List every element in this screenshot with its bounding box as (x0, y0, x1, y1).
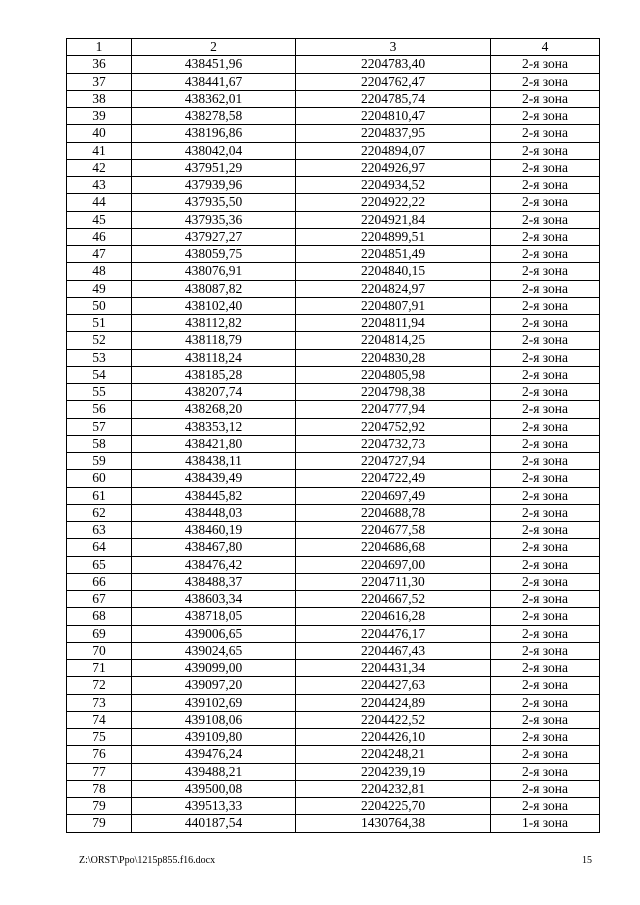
x-coordinate-cell: 438087,82 (132, 280, 296, 297)
zone-cell: 2-я зона (491, 246, 600, 263)
point-number-cell: 40 (67, 125, 132, 142)
table-row (67, 297, 600, 314)
y-coordinate-cell: 2204239,19 (296, 763, 491, 780)
zone-cell: 2-я зона (491, 711, 600, 728)
zone-cell: 2-я зона (491, 660, 600, 677)
zone-cell: 2-я зона (491, 384, 600, 401)
x-coordinate-cell: 438445,82 (132, 487, 296, 504)
y-coordinate-cell: 2204424,89 (296, 694, 491, 711)
point-number-cell: 42 (67, 159, 132, 176)
zone-cell: 2-я зона (491, 401, 600, 418)
zone-cell: 2-я зона (491, 90, 600, 107)
x-coordinate-cell: 438118,79 (132, 332, 296, 349)
x-coordinate-cell: 439476,24 (132, 746, 296, 763)
y-coordinate-cell: 2204814,25 (296, 332, 491, 349)
y-coordinate-cell: 2204837,95 (296, 125, 491, 142)
table-row (67, 125, 600, 142)
x-coordinate-cell: 438460,19 (132, 522, 296, 539)
table-row (67, 798, 600, 815)
table-row (67, 194, 600, 211)
table-header (67, 39, 600, 56)
zone-cell: 2-я зона (491, 73, 600, 90)
point-number-cell: 67 (67, 591, 132, 608)
table-row (67, 332, 600, 349)
y-coordinate-cell: 2204426,10 (296, 729, 491, 746)
table-row (67, 608, 600, 625)
zone-cell: 2-я зона (491, 228, 600, 245)
x-coordinate-cell: 437935,50 (132, 194, 296, 211)
point-number-cell: 43 (67, 177, 132, 194)
table-row (67, 263, 600, 280)
table-row (67, 522, 600, 539)
zone-cell: 2-я зона (491, 642, 600, 659)
x-coordinate-cell: 439500,08 (132, 780, 296, 797)
table-row (67, 108, 600, 125)
table-row (67, 677, 600, 694)
table-row (67, 573, 600, 590)
table-row (67, 90, 600, 107)
point-number-cell: 47 (67, 246, 132, 263)
point-number-cell: 59 (67, 453, 132, 470)
y-coordinate-cell: 2204248,21 (296, 746, 491, 763)
x-coordinate-cell: 439097,20 (132, 677, 296, 694)
zone-cell: 2-я зона (491, 56, 600, 73)
table-row (67, 401, 600, 418)
y-coordinate-cell: 2204667,52 (296, 591, 491, 608)
y-coordinate-cell: 2204899,51 (296, 228, 491, 245)
y-coordinate-cell: 2204697,00 (296, 556, 491, 573)
y-coordinate-cell: 2204752,92 (296, 418, 491, 435)
x-coordinate-cell: 438076,91 (132, 263, 296, 280)
point-number-cell: 49 (67, 280, 132, 297)
y-coordinate-cell: 2204762,47 (296, 73, 491, 90)
zone-cell: 2-я зона (491, 125, 600, 142)
zone-cell: 2-я зона (491, 487, 600, 504)
point-number-cell: 37 (67, 73, 132, 90)
table-row (67, 470, 600, 487)
y-coordinate-cell: 2204840,15 (296, 263, 491, 280)
table-row (67, 556, 600, 573)
x-coordinate-cell: 439108,06 (132, 711, 296, 728)
y-coordinate-cell: 2204807,91 (296, 297, 491, 314)
x-coordinate-cell: 438467,80 (132, 539, 296, 556)
y-coordinate-cell: 2204922,22 (296, 194, 491, 211)
x-coordinate-cell: 438603,34 (132, 591, 296, 608)
point-number-cell: 56 (67, 401, 132, 418)
point-number-cell: 72 (67, 677, 132, 694)
table-row (67, 694, 600, 711)
point-number-cell: 36 (67, 56, 132, 73)
point-number-cell: 78 (67, 780, 132, 797)
header-row (67, 39, 600, 56)
point-number-cell: 54 (67, 366, 132, 383)
zone-cell: 2-я зона (491, 418, 600, 435)
table-row (67, 591, 600, 608)
table-row (67, 453, 600, 470)
table-row (67, 660, 600, 677)
point-number-cell: 69 (67, 625, 132, 642)
x-coordinate-cell: 438441,67 (132, 73, 296, 90)
point-number-cell: 58 (67, 435, 132, 452)
y-coordinate-cell: 2204824,97 (296, 280, 491, 297)
point-number-cell: 48 (67, 263, 132, 280)
x-coordinate-cell: 439102,69 (132, 694, 296, 711)
table-row (67, 625, 600, 642)
point-number-cell: 76 (67, 746, 132, 763)
zone-cell: 2-я зона (491, 470, 600, 487)
table-row (67, 228, 600, 245)
y-coordinate-cell: 2204225,70 (296, 798, 491, 815)
y-coordinate-cell: 2204798,38 (296, 384, 491, 401)
x-coordinate-cell: 439109,80 (132, 729, 296, 746)
x-coordinate-cell: 438102,40 (132, 297, 296, 314)
point-number-cell: 44 (67, 194, 132, 211)
zone-cell: 2-я зона (491, 591, 600, 608)
point-number-cell: 71 (67, 660, 132, 677)
x-coordinate-cell: 438268,20 (132, 401, 296, 418)
x-coordinate-cell: 438448,03 (132, 504, 296, 521)
y-coordinate-cell: 2204830,28 (296, 349, 491, 366)
x-coordinate-cell: 438718,05 (132, 608, 296, 625)
table-row (67, 487, 600, 504)
footer-file-path: Z:\ORST\Ppo\1215p855.f16.docx (79, 855, 216, 866)
y-coordinate-cell: 2204711,30 (296, 573, 491, 590)
zone-cell: 2-я зона (491, 453, 600, 470)
table-row (67, 539, 600, 556)
y-coordinate-cell: 2204811,94 (296, 315, 491, 332)
zone-cell: 2-я зона (491, 677, 600, 694)
table-row (67, 211, 600, 228)
y-coordinate-cell: 2204851,49 (296, 246, 491, 263)
table-row (67, 56, 600, 73)
page-number: 15 (582, 855, 592, 866)
point-number-cell: 51 (67, 315, 132, 332)
y-coordinate-cell: 2204476,17 (296, 625, 491, 642)
zone-cell: 2-я зона (491, 194, 600, 211)
point-number-cell: 57 (67, 418, 132, 435)
zone-cell: 2-я зона (491, 349, 600, 366)
zone-cell: 2-я зона (491, 297, 600, 314)
zone-cell: 2-я зона (491, 573, 600, 590)
point-number-cell: 66 (67, 573, 132, 590)
x-coordinate-cell: 439006,65 (132, 625, 296, 642)
y-coordinate-cell: 2204677,58 (296, 522, 491, 539)
coordinates-table (66, 38, 600, 833)
table-row (67, 504, 600, 521)
zone-cell: 1-я зона (491, 815, 600, 832)
zone-cell: 2-я зона (491, 625, 600, 642)
x-coordinate-cell: 440187,54 (132, 815, 296, 832)
zone-cell: 2-я зона (491, 108, 600, 125)
x-coordinate-cell: 438207,74 (132, 384, 296, 401)
table-row (67, 746, 600, 763)
zone-cell: 2-я зона (491, 729, 600, 746)
y-coordinate-cell: 2204934,52 (296, 177, 491, 194)
x-coordinate-cell: 438059,75 (132, 246, 296, 263)
x-coordinate-cell: 438421,80 (132, 435, 296, 452)
table-row (67, 73, 600, 90)
point-number-cell: 46 (67, 228, 132, 245)
point-number-cell: 41 (67, 142, 132, 159)
y-coordinate-cell: 2204616,28 (296, 608, 491, 625)
x-coordinate-cell: 438042,04 (132, 142, 296, 159)
point-number-cell: 53 (67, 349, 132, 366)
table-row (67, 159, 600, 176)
zone-cell: 2-я зона (491, 263, 600, 280)
point-number-cell: 60 (67, 470, 132, 487)
point-number-cell: 52 (67, 332, 132, 349)
x-coordinate-cell: 438185,28 (132, 366, 296, 383)
zone-cell: 2-я зона (491, 763, 600, 780)
x-coordinate-cell: 438438,11 (132, 453, 296, 470)
x-coordinate-cell: 438112,82 (132, 315, 296, 332)
point-number-cell: 73 (67, 694, 132, 711)
y-coordinate-cell: 2204422,52 (296, 711, 491, 728)
zone-cell: 2-я зона (491, 366, 600, 383)
table-row (67, 366, 600, 383)
x-coordinate-cell: 438488,37 (132, 573, 296, 590)
table-row (67, 142, 600, 159)
zone-cell: 2-я зона (491, 159, 600, 176)
x-coordinate-cell: 437951,29 (132, 159, 296, 176)
point-number-cell: 45 (67, 211, 132, 228)
y-coordinate-cell: 2204467,43 (296, 642, 491, 659)
y-coordinate-cell: 2204783,40 (296, 56, 491, 73)
y-coordinate-cell: 2204810,47 (296, 108, 491, 125)
y-coordinate-cell: 2204431,34 (296, 660, 491, 677)
table-row (67, 711, 600, 728)
y-coordinate-cell: 2204722,49 (296, 470, 491, 487)
column-header-2: 2 (132, 39, 296, 56)
y-coordinate-cell: 2204732,73 (296, 435, 491, 452)
y-coordinate-cell: 2204805,98 (296, 366, 491, 383)
table-row (67, 729, 600, 746)
y-coordinate-cell: 2204785,74 (296, 90, 491, 107)
zone-cell: 2-я зона (491, 332, 600, 349)
y-coordinate-cell: 2204921,84 (296, 211, 491, 228)
column-header-1: 1 (67, 39, 132, 56)
x-coordinate-cell: 437939,96 (132, 177, 296, 194)
table-row (67, 642, 600, 659)
zone-cell: 2-я зона (491, 211, 600, 228)
point-number-cell: 74 (67, 711, 132, 728)
zone-cell: 2-я зона (491, 539, 600, 556)
x-coordinate-cell: 438118,24 (132, 349, 296, 366)
y-coordinate-cell: 2204727,94 (296, 453, 491, 470)
table-row (67, 780, 600, 797)
point-number-cell: 79 (67, 815, 132, 832)
y-coordinate-cell: 2204894,07 (296, 142, 491, 159)
zone-cell: 2-я зона (491, 798, 600, 815)
zone-cell: 2-я зона (491, 556, 600, 573)
x-coordinate-cell: 437935,36 (132, 211, 296, 228)
x-coordinate-cell: 439488,21 (132, 763, 296, 780)
x-coordinate-cell: 438278,58 (132, 108, 296, 125)
table-row (67, 418, 600, 435)
x-coordinate-cell: 439099,00 (132, 660, 296, 677)
point-number-cell: 39 (67, 108, 132, 125)
table-row (67, 177, 600, 194)
x-coordinate-cell: 438439,49 (132, 470, 296, 487)
column-header-3: 3 (296, 39, 491, 56)
zone-cell: 2-я зона (491, 177, 600, 194)
point-number-cell: 63 (67, 522, 132, 539)
x-coordinate-cell: 438362,01 (132, 90, 296, 107)
point-number-cell: 61 (67, 487, 132, 504)
point-number-cell: 79 (67, 798, 132, 815)
x-coordinate-cell: 438451,96 (132, 56, 296, 73)
zone-cell: 2-я зона (491, 780, 600, 797)
y-coordinate-cell: 2204777,94 (296, 401, 491, 418)
point-number-cell: 50 (67, 297, 132, 314)
point-number-cell: 65 (67, 556, 132, 573)
point-number-cell: 64 (67, 539, 132, 556)
y-coordinate-cell: 2204688,78 (296, 504, 491, 521)
x-coordinate-cell: 438476,42 (132, 556, 296, 573)
table-row (67, 246, 600, 263)
point-number-cell: 70 (67, 642, 132, 659)
y-coordinate-cell: 2204427,63 (296, 677, 491, 694)
y-coordinate-cell: 2204232,81 (296, 780, 491, 797)
point-number-cell: 68 (67, 608, 132, 625)
table-body (67, 56, 600, 832)
y-coordinate-cell: 2204686,68 (296, 539, 491, 556)
column-header-4: 4 (491, 39, 600, 56)
table-row (67, 815, 600, 832)
zone-cell: 2-я зона (491, 608, 600, 625)
x-coordinate-cell: 438196,86 (132, 125, 296, 142)
point-number-cell: 75 (67, 729, 132, 746)
table-row (67, 435, 600, 452)
x-coordinate-cell: 437927,27 (132, 228, 296, 245)
table-row (67, 315, 600, 332)
y-coordinate-cell: 1430764,38 (296, 815, 491, 832)
zone-cell: 2-я зона (491, 504, 600, 521)
zone-cell: 2-я зона (491, 280, 600, 297)
point-number-cell: 38 (67, 90, 132, 107)
x-coordinate-cell: 439024,65 (132, 642, 296, 659)
table-row (67, 763, 600, 780)
table-row (67, 384, 600, 401)
y-coordinate-cell: 2204697,49 (296, 487, 491, 504)
zone-cell: 2-я зона (491, 315, 600, 332)
y-coordinate-cell: 2204926,97 (296, 159, 491, 176)
zone-cell: 2-я зона (491, 694, 600, 711)
point-number-cell: 77 (67, 763, 132, 780)
point-number-cell: 62 (67, 504, 132, 521)
zone-cell: 2-я зона (491, 746, 600, 763)
x-coordinate-cell: 438353,12 (132, 418, 296, 435)
zone-cell: 2-я зона (491, 142, 600, 159)
table-row (67, 349, 600, 366)
x-coordinate-cell: 439513,33 (132, 798, 296, 815)
table-row (67, 280, 600, 297)
point-number-cell: 55 (67, 384, 132, 401)
zone-cell: 2-я зона (491, 522, 600, 539)
zone-cell: 2-я зона (491, 435, 600, 452)
